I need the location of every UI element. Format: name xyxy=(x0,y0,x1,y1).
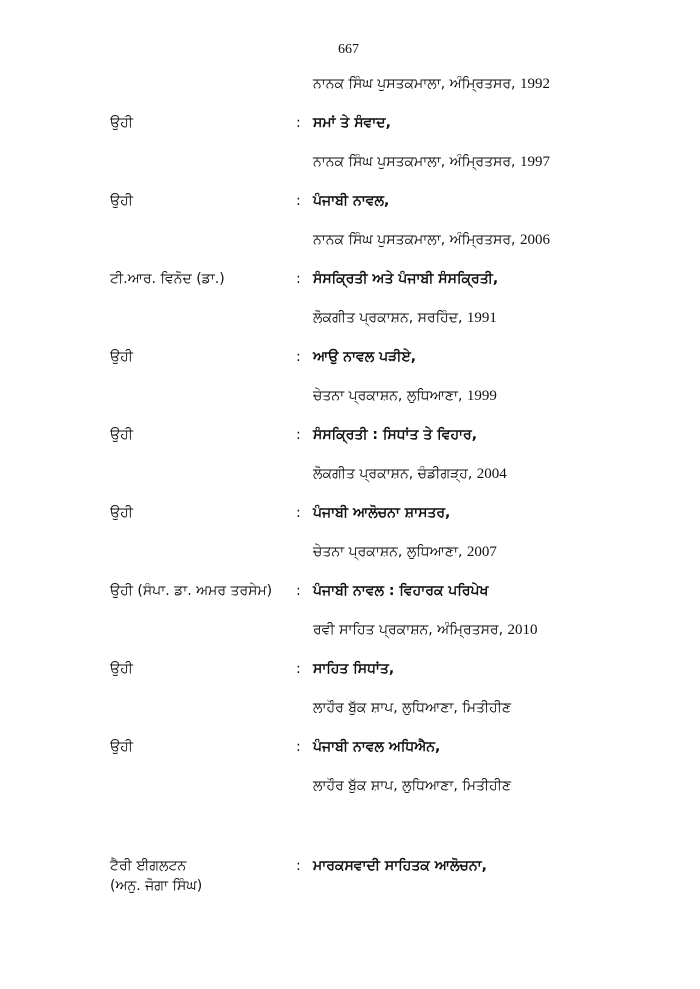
author: ਟੈਰੀ ਈਗਲਟਨ xyxy=(110,858,187,874)
book-title: ਸਾਹਿਤ ਸਿਧਾਂਤ, xyxy=(313,661,395,677)
publication-line xyxy=(313,75,550,93)
book-title: ਸਮਾਂ ਤੇ ਸੰਵਾਦ, xyxy=(313,115,391,131)
separator: : xyxy=(296,193,301,209)
separator: : xyxy=(296,427,301,443)
separator: : xyxy=(296,115,301,131)
publication-year: 1992 xyxy=(519,76,550,92)
author: ਉਹੀ xyxy=(110,349,133,365)
publication-text: ਲੋਕਗੀਤ ਪ੍ਰਕਾਸ਼ਨ, ਸਰਹਿੰਦ, xyxy=(313,310,467,326)
author: ਉਹੀ xyxy=(110,115,133,131)
publication-year: 1997 xyxy=(519,154,550,170)
publication-line xyxy=(313,309,497,327)
publication-text: ਨਾਨਕ ਸਿੰਘ ਪੁਸਤਕਮਾਲਾ, ਅੰਮ੍ਰਿਤਸਰ, xyxy=(313,154,520,170)
publication-text: ਰਵੀ ਸਾਹਿਤ ਪ੍ਰਕਾਸ਼ਨ, ਅੰਮ੍ਰਿਤਸਰ, xyxy=(313,622,508,638)
publication-line xyxy=(313,621,538,639)
book-title: ਪੰਜਾਬੀ ਨਾਵਲ, xyxy=(313,193,390,209)
publication-line: ਲਾਹੌਰ ਬੁੱਕ ਸ਼ਾਪ, ਲੁਧਿਆਣਾ, ਮਿਤੀਹੀਣ xyxy=(313,700,512,716)
separator: : xyxy=(296,661,301,677)
publication-line xyxy=(313,387,497,405)
author: ਟੀ.ਆਰ. ਵਿਨੋਦ (ਡਾ.) xyxy=(110,271,225,287)
publication-text: ਲੋਕਗੀਤ ਪ੍ਰਕਾਸ਼ਨ, ਚੰਡੀਗੜ੍ਹ, xyxy=(313,466,477,482)
book-title: ਪੰਜਾਬੀ ਨਾਵਲ ਅਧਿਐਨ, xyxy=(313,739,441,755)
book-title: ਆਉ ਨਾਵਲ ਪੜੀਏ, xyxy=(313,349,417,365)
author: ਉਹੀ (ਸੰਪਾ. ਡਾ. ਅਮਰ ਤਰਸੇਮ) xyxy=(110,583,273,599)
book-title: ਪੰਜਾਬੀ ਨਾਵਲ : ਵਿਹਾਰਕ ਪਰਿਪੇਖ xyxy=(313,583,489,599)
author: ਉਹੀ xyxy=(110,661,133,677)
separator: : xyxy=(296,858,301,874)
publication-text: ਚੇਤਨਾ ਪ੍ਰਕਾਸ਼ਨ, ਲੁਧਿਆਣਾ, xyxy=(313,388,467,404)
publication-text: ਨਾਨਕ ਸਿੰਘ ਪੁਸਤਕਮਾਲਾ, ਅੰਮ੍ਰਿਤਸਰ, xyxy=(313,232,520,248)
publication-line: ਲਾਹੌਰ ਬੁੱਕ ਸ਼ਾਪ, ਲੁਧਿਆਣਾ, ਮਿਤੀਹੀਣ xyxy=(313,778,512,794)
author-note: (ਅਨੁ. ਜੋਗਾ ਸਿੰਘ) xyxy=(110,878,203,894)
publication-line xyxy=(313,153,550,171)
publication-line xyxy=(313,465,507,483)
author: ਉਹੀ xyxy=(110,427,133,443)
publication-text: ਚੇਤਨਾ ਪ੍ਰਕਾਸ਼ਨ, ਲੁਧਿਆਣਾ, xyxy=(313,544,467,560)
page-number: 667 xyxy=(338,42,359,57)
publication-line xyxy=(313,231,550,249)
publication-year: 2006 xyxy=(519,232,550,248)
publication-year: 1999 xyxy=(466,388,497,404)
book-title: ਪੰਜਾਬੀ ਆਲੋਚਨਾ ਸ਼ਾਸਤਰ, xyxy=(313,505,451,521)
separator: : xyxy=(296,505,301,521)
publication-year: 2004 xyxy=(476,466,507,482)
author: ਉਹੀ xyxy=(110,505,133,521)
publication-line xyxy=(313,543,497,561)
author: ਉਹੀ xyxy=(110,739,133,755)
publication-year: 2007 xyxy=(466,544,497,560)
separator: : xyxy=(296,739,301,755)
publication-year: 2010 xyxy=(507,622,538,638)
separator: : xyxy=(296,583,301,599)
separator: : xyxy=(296,349,301,365)
author: ਉਹੀ xyxy=(110,193,133,209)
book-title: ਸੰਸਕ੍ਰਿਤੀ ਅਤੇ ਪੰਜਾਬੀ ਸੰਸਕ੍ਰਿਤੀ, xyxy=(313,271,499,287)
book-title: ਮਾਰਕਸਵਾਦੀ ਸਾਹਿਤਕ ਆਲੋਚਨਾ, xyxy=(313,858,487,874)
separator: : xyxy=(296,271,301,287)
publication-text: ਨਾਨਕ ਸਿੰਘ ਪੁਸਤਕਮਾਲਾ, ਅੰਮ੍ਰਿਤਸਰ, xyxy=(313,76,520,92)
publication-year: 1991 xyxy=(466,310,497,326)
book-title: ਸੰਸਕ੍ਰਿਤੀ : ਸਿਧਾਂਤ ਤੇ ਵਿਹਾਰ, xyxy=(313,427,478,443)
